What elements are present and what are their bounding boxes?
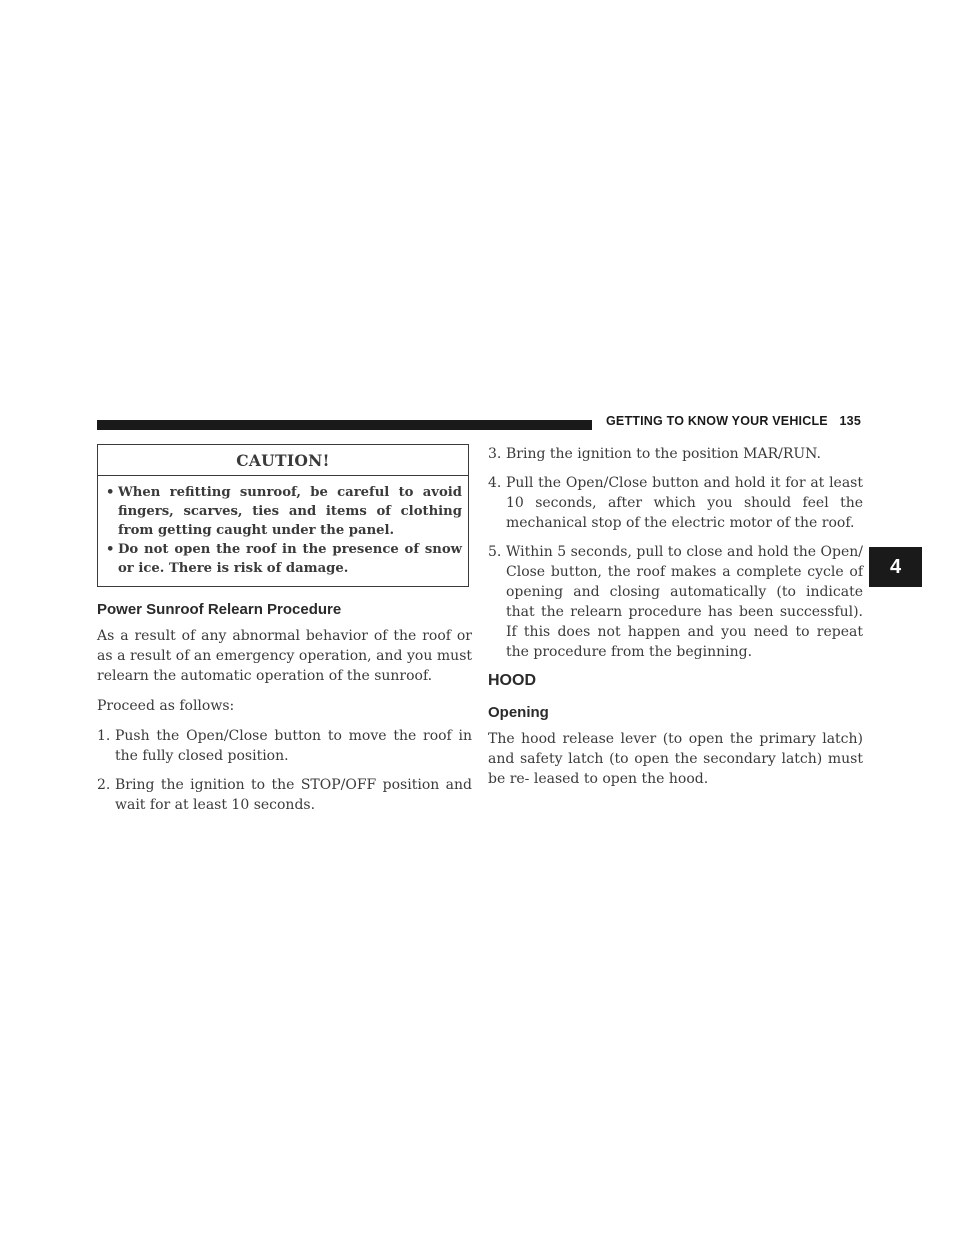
relearn-intro: As a result of any abnormal behavior of the roof or as a result of an emergency operation, and you must relearn the automatic operation of the sunroof. xyxy=(97,628,472,684)
relearn-proceed: Proceed as follows: xyxy=(97,698,235,714)
header-rule xyxy=(97,420,592,430)
page-number: 135 xyxy=(839,414,861,428)
caution-title: CAUTION! xyxy=(98,445,468,476)
running-header xyxy=(606,414,866,428)
relearn-heading: Power Sunroof Relearn Procedure xyxy=(97,601,342,618)
step-item: 1. Push the Open/Close button to move the roof in the fully closed position. xyxy=(97,728,472,764)
bullet-icon: • xyxy=(106,542,115,557)
hood-subheading: Opening xyxy=(488,704,549,721)
bullet-icon: • xyxy=(106,485,115,500)
left-column xyxy=(97,444,472,824)
right-column xyxy=(488,444,863,799)
caution-item: • When refitting sunroof, be careful to avoid fingers, scarves, ties and items of clothing from getting caught under the panel. xyxy=(106,485,462,538)
caution-item: • Do not open the roof in the presence of snow or ice. There is risk of damage. xyxy=(106,542,462,576)
step-item: 2. Bring the ignition to the STOP/OFF position and wait for at least 10 seconds. xyxy=(97,777,472,813)
step-item: 5. Within 5 seconds, pull to close and hold the Open/ Close button, the roof makes a complete cycle of opening and closing automatically (to indicate that the relearn procedure has been successful). If this does not happen and you need to repeat the procedure from the beginning. xyxy=(488,544,863,660)
step-item: 4. Pull the Open/Close button and hold it for at least 10 seconds, after which you should feel the mechanical stop of the electric motor of the roof. xyxy=(488,475,863,531)
hood-text: The hood release lever (to open the primary latch) and safety latch (to open the secondary latch) must be re- leased to open the hood. xyxy=(488,731,863,787)
caution-body xyxy=(98,476,468,586)
chapter-tab: 4 xyxy=(869,547,922,587)
step-item: 3. Bring the ignition to the position MAR/RUN. xyxy=(488,446,821,462)
hood-heading: HOOD xyxy=(488,672,536,689)
caution-box xyxy=(97,444,469,587)
header-title: GETTING TO KNOW YOUR VEHICLE xyxy=(606,414,828,428)
